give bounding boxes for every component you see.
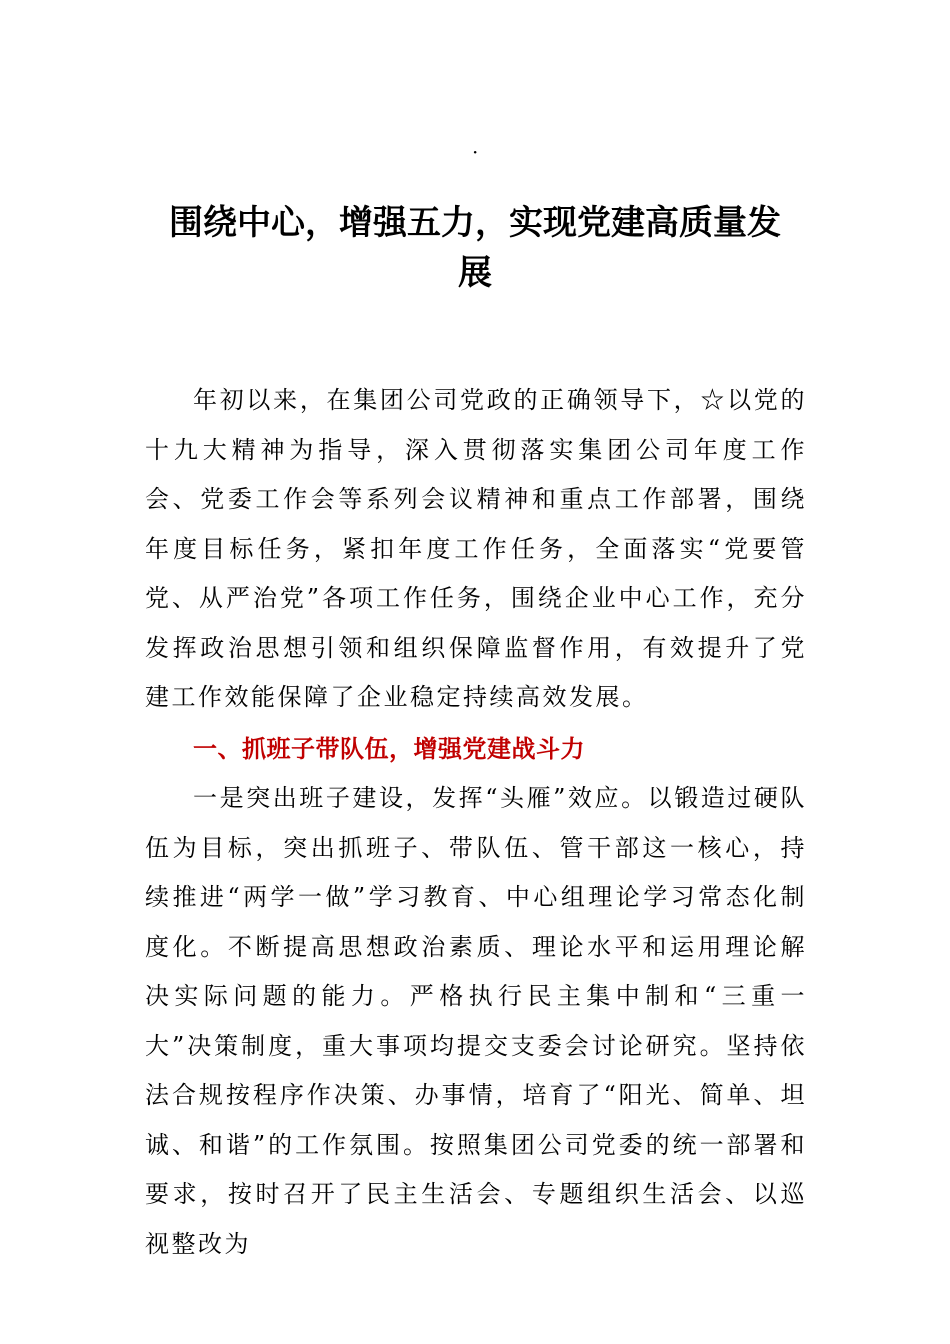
section-1-heading: 一、抓班子带队伍，增强党建战斗力: [193, 735, 585, 763]
intro-paragraph: 年初以来，在集团公司党政的正确领导下，☆以党的十九大精神为指导，深入贯彻落实集团公司年度工作会、党委工作会等系列会议精神和重点工作部署，围绕年度目标任务，紧扣年度工作任务，全面落实“党要管党、从严治党”各项工作任务，围绕企业中心工作，充分发挥政治思想引领和组织保障监督作用，有效提升了党建工作效能保障了企业稳定持续高效发展。: [145, 386, 807, 711]
document-title-line-2: 展: [458, 253, 492, 293]
header-dot: ·: [472, 140, 479, 164]
section-1-body-paragraph: 一是突出班子建设，发挥“头雁”效应。以锻造过硬队伍为目标，突出抓班子、带队伍、管干部这一核心，持续推进“两学一做”学习教育、中心组理论学习常态化制度化。不断提高思想政治素质、理论水平和运用理论解决实际问题的能力。严格执行民主集中制和“三重一大”决策制度，重大事项均提交支委会讨论研究。坚持依法合规按程序作决策、办事情，培育了“阳光、简单、坦诚、和谐”的工作氛围。按照集团公司党委的统一部署和要求，按时召开了民主生活会、专题组织生活会、以巡视整改为: [145, 784, 807, 1258]
document-title-line-1: 围绕中心，增强五力，实现党建高质量发: [169, 203, 781, 243]
